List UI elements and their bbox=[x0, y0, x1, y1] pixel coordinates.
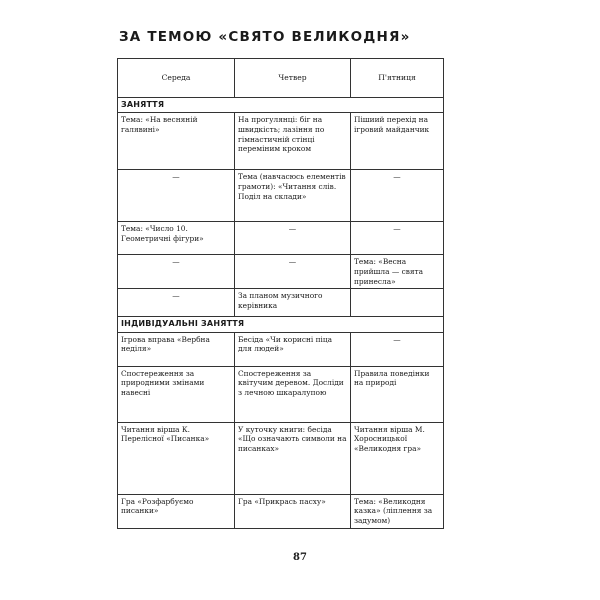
table-row bbox=[118, 255, 444, 289]
table-cell: На прогулянці: біг на швидкість; лазіння по гімнастичній стінці переміним кроком bbox=[235, 113, 351, 170]
column-header-wednesday: Середа bbox=[118, 59, 235, 98]
table-cell: Тема (навчасюсь елементів грамоти): «Читання слів. Поділ на склади» bbox=[235, 170, 351, 222]
table-cell: — bbox=[235, 255, 351, 289]
table-cell: Читання вірша М. Хоросницької «Великодня гра» bbox=[351, 422, 444, 494]
section-row-individual bbox=[118, 317, 444, 332]
table-cell: Правила поведінки на природі bbox=[351, 366, 444, 422]
table-row bbox=[118, 113, 444, 170]
table-cell: Ігрова вправа «Вербна неділя» bbox=[118, 332, 235, 366]
column-header-friday: П'ятниця bbox=[351, 59, 444, 98]
table-cell: Спостереження за природними змінами навесні bbox=[118, 366, 235, 422]
table-cell: Гра «Розфарбуємо писанки» bbox=[118, 494, 235, 528]
table-row bbox=[118, 366, 444, 422]
table-cell: Тема: «Число 10. Геометричні фігури» bbox=[118, 222, 235, 255]
table-cell bbox=[351, 289, 444, 317]
table-cell: У куточку книги: бесіда «Що означають символи на писанках» bbox=[235, 422, 351, 494]
table-cell: — bbox=[235, 222, 351, 255]
table-cell: Тема: «На весняній галявині» bbox=[118, 113, 235, 170]
table-cell: — bbox=[351, 170, 444, 222]
column-header-thursday: Четвер bbox=[235, 59, 351, 98]
table-cell: Гра «Прикрась пасху» bbox=[235, 494, 351, 528]
section-title-individual: ІНДИВІДУАЛЬНІ ЗАНЯТТЯ bbox=[118, 317, 444, 332]
table-header-row bbox=[118, 59, 444, 98]
table-cell: — bbox=[351, 222, 444, 255]
page-number: 87 bbox=[293, 552, 307, 563]
section-title-classes: ЗАНЯТТЯ bbox=[118, 98, 444, 113]
table-cell: — bbox=[351, 332, 444, 366]
table-row bbox=[118, 222, 444, 255]
table-row bbox=[118, 332, 444, 366]
table-cell: За планом музичного керівника bbox=[235, 289, 351, 317]
table-row bbox=[118, 170, 444, 222]
table-cell: Бесіда «Чи корисні піца для людей» bbox=[235, 332, 351, 366]
table-cell: — bbox=[118, 255, 235, 289]
table-cell: Читання вірша К. Перелісної «Писанка» bbox=[118, 422, 235, 494]
table-row bbox=[118, 422, 444, 494]
table-cell: Тема: «Великодня казка» (ліплення за задумом) bbox=[351, 494, 444, 528]
table-row bbox=[118, 289, 444, 317]
schedule-table bbox=[117, 58, 444, 529]
table-row bbox=[118, 494, 444, 528]
table-cell: Пішиий перехід на ігровий майданчик bbox=[351, 113, 444, 170]
section-row-classes bbox=[118, 98, 444, 113]
table-cell: Тема: «Весна прийшла — свята принесла» bbox=[351, 255, 444, 289]
table-cell: — bbox=[118, 289, 235, 317]
table-cell: Спостереження за квітучим деревом. Досліди з лечною шкаралупою bbox=[235, 366, 351, 422]
table-cell: — bbox=[118, 170, 235, 222]
page-title: ЗА ТЕМОЮ «СВЯТО ВЕЛИКОДНЯ» bbox=[119, 29, 411, 45]
